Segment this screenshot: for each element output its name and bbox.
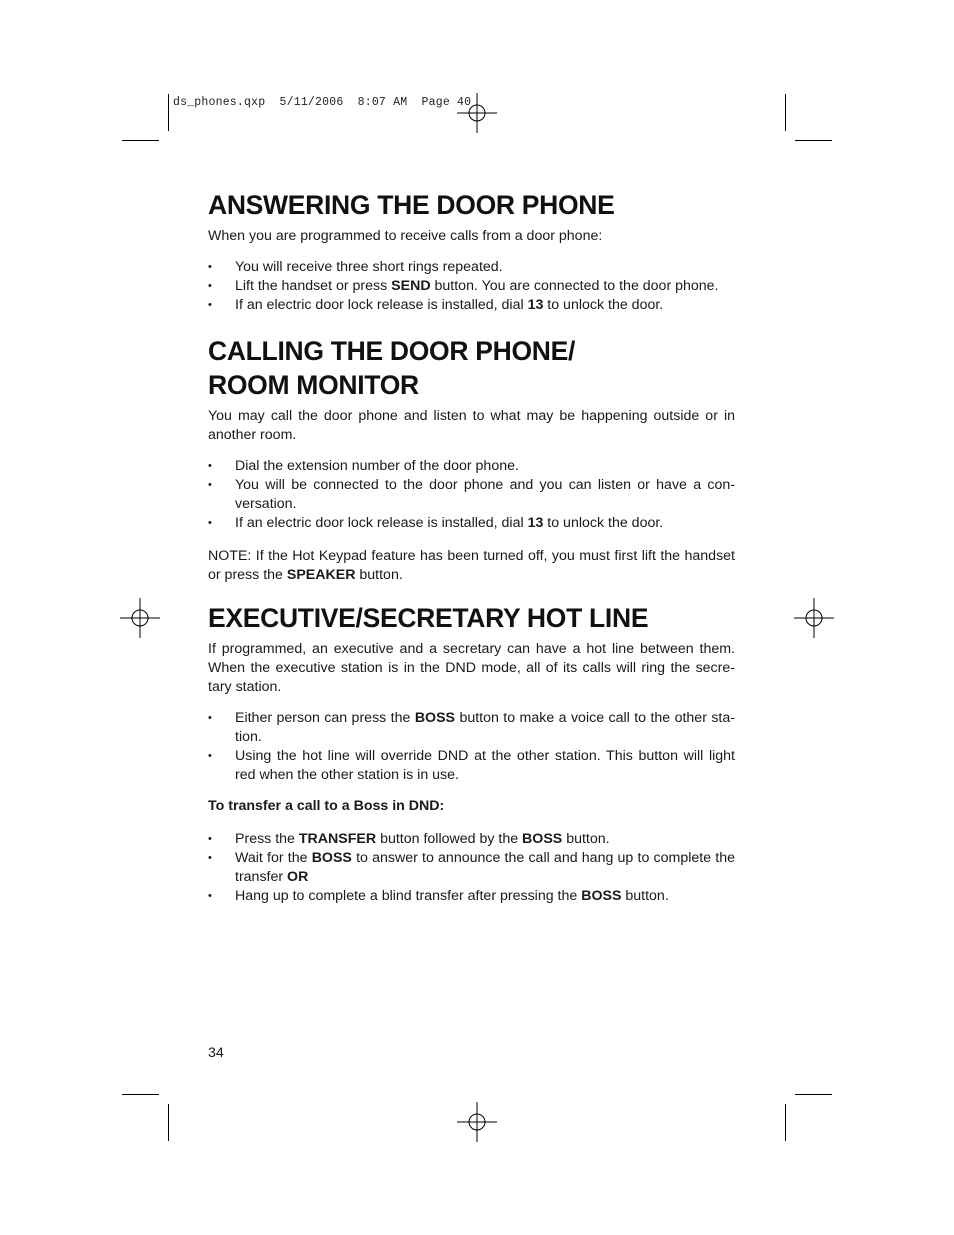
list-item: • Press the TRANSFER button followed by the BOSS button. [208, 830, 735, 849]
section-title-calling: CALLING THE DOOR PHONE/ ROOM MONITOR [208, 336, 576, 400]
crop-mark [168, 1104, 169, 1141]
crop-mark [785, 1104, 786, 1141]
page-content [208, 188, 735, 906]
crop-mark [795, 140, 832, 141]
print-slug: ds_phones.qxp 5/11/2006 8:07 AM Page 40 [173, 96, 472, 109]
list-item: • Dial the extension number of the door phone. [208, 457, 735, 476]
list-item: • Wait for the BOSS to answer to announce the call and hang up to complete the transfer OR [208, 849, 735, 887]
list-item: • If an electric door lock release is installed, dial 13 to unlock the door. [208, 514, 735, 533]
section-title-hotline: EXECUTIVE/SECRETARY HOT LINE [208, 603, 649, 633]
crop-mark [785, 94, 786, 131]
list-item: • Hang up to complete a blind transfer after pressing the BOSS button. [208, 887, 735, 906]
intro-answering: When you are programmed to receive calls from a door phone: [208, 228, 603, 244]
list-item: • You will be connected to the door phone and you can listen or have a con-versation. [208, 476, 735, 514]
note-hot-keypad: NOTE: If the Hot Keypad feature has been turned off, you must first lift the handset or press the SPEAKER button. [208, 548, 735, 583]
bullet-list-answering [208, 258, 735, 315]
registration-mark-icon [457, 93, 497, 133]
crop-mark [168, 94, 169, 131]
list-item: • If an electric door lock release is installed, dial 13 to unlock the door. [208, 296, 735, 315]
list-item: • Lift the handset or press SEND button. You are connected to the door phone. [208, 277, 735, 296]
transfer-heading: To transfer a call to a Boss in DND: [208, 798, 445, 814]
intro-calling: You may call the door phone and listen to what may be happening outside or in another room. [208, 408, 735, 443]
registration-mark-icon [794, 598, 834, 638]
list-item: • You will receive three short rings repeated. [208, 258, 735, 277]
intro-hotline: If programmed, an executive and a secretary can have a hot line between them. When the executive station is in the DND mode, all of its calls will ring the secre-tary station. [208, 641, 735, 695]
registration-mark-icon [457, 1102, 497, 1142]
registration-mark-icon [120, 598, 160, 638]
bullet-list-transfer [208, 830, 735, 906]
list-item: • Either person can press the BOSS button to make a voice call to the other sta-tion. [208, 709, 735, 747]
section-title-answering: ANSWERING THE DOOR PHONE [208, 190, 615, 220]
crop-mark [122, 140, 159, 141]
crop-mark [795, 1094, 832, 1095]
page-number: 34 [208, 1045, 224, 1061]
bullet-list-hotline [208, 709, 735, 785]
crop-mark [122, 1094, 159, 1095]
list-item: • Using the hot line will override DND at the other station. This button will light red when the other station is in use. [208, 747, 735, 785]
bullet-list-calling [208, 457, 735, 533]
